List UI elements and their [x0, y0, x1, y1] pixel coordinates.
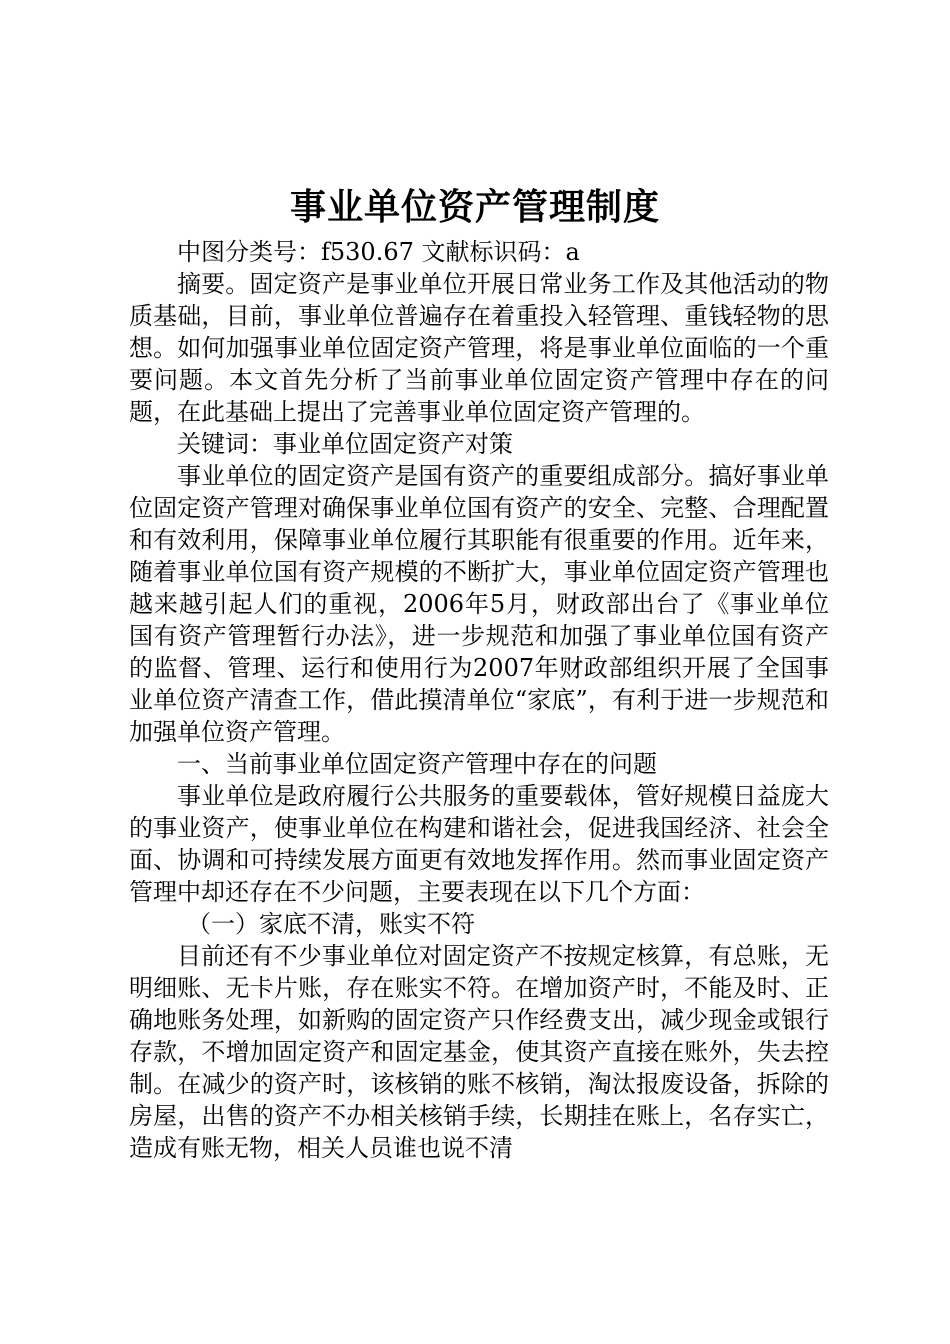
intro-paragraph: 事业单位的固定资产是国有资产的重要组成部分。搞好事业单位固定资产管理对确保事业单位国有资产的安全、完整、合理配置和有效利用，保障事业单位履行其职能有很重要的作用。近年来，随着事业单位国有资产规模的不断扩大，事业单位固定资产管理也越来越引起人们的重视，2006年5月，财政部出台了《事业单位国有资产管理暂行办法》，进一步规范和加强了事业单位国有资产的监督、管理、运行和使用行为2007年财政部组织开展了全国事业单位资产清查工作，借此摸清单位“家底”，有利于进一步规范和加强单位资产管理。	[129, 462, 829, 746]
section-heading: 一、当前事业单位固定资产管理中存在的问题	[177, 750, 657, 778]
keywords-line: 关键词：事业单位固定资产对策	[177, 430, 513, 458]
document-title: 事业单位资产管理制度	[289, 187, 660, 228]
subsection-paragraph: 目前还有不少事业单位对固定资产不按规定核算，有总账，无明细账、无卡片账，存在账实不符。在增加资产时，不能及时、正确地账务处理，如新购的固定资产只作经费支出，减少现金或银行存款，不增加固定资产和固定基金，使其资产直接在账外，失去控制。在减少的资产时，该核销的账不核销，淘汰报废设备，拆除的房屋，出售的资产不办相关核销手续，长期挂在账上，名存实亡，造成有账无物，相关人员谁也说不清	[129, 942, 829, 1162]
section-intro-paragraph: 事业单位是政府履行公共服务的重要载体，管好规模日益庞大的事业资产，使事业单位在构建和谐社会，促进我国经济、社会全面、协调和可持续发展方面更有效地发挥作用。然而事业固定资产管理中却还存在不少问题，主要表现在以下几个方面：	[129, 782, 829, 906]
document-body	[129, 236, 829, 1164]
abstract-paragraph: 摘要。固定资产是事业单位开展日常业务工作及其他活动的物质基础，目前，事业单位普遍存在着重投入轻管理、重钱轻物的思想。如何加强事业单位固定资产管理，将是事业单位面临的一个重要问题。本文首先分析了当前事业单位固定资产管理中存在的问题，在此基础上提出了完善事业单位固定资产管理的。	[129, 270, 829, 426]
classification-line: 中图分类号：f530.67 文献标识码：a	[177, 238, 580, 266]
subsection-heading: （一）家底不清，账实不符	[187, 910, 475, 938]
